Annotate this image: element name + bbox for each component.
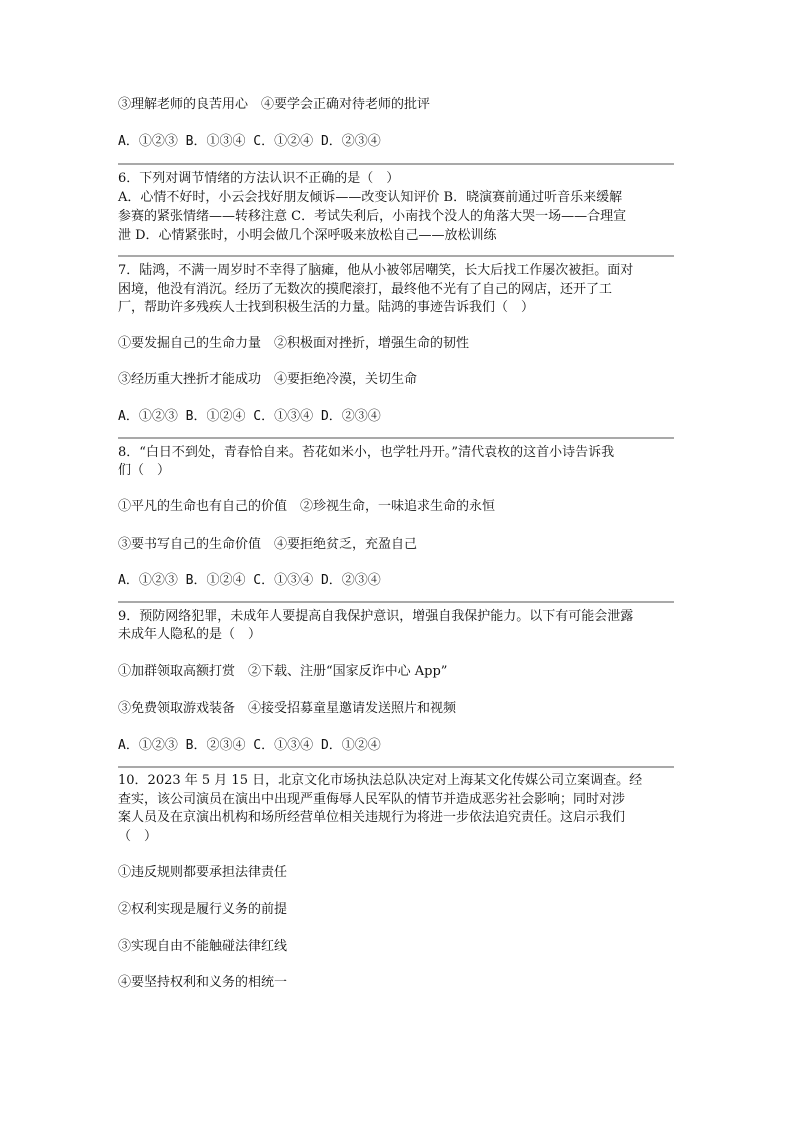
q9-stem-line1: 9．预防网络犯罪，未成年人要提高自我保护意识，增强自我保护能力。以下有可能会泄露 — [118, 609, 634, 624]
q10-stem-line4: （ ） — [118, 829, 158, 844]
question-divider — [118, 601, 674, 603]
q10-statement-2: ②权利实现是履行义务的前提 — [118, 902, 288, 917]
q9-stem-line2: 未成年人隐私的是（ ） — [118, 627, 262, 642]
q7-stem-line3: 厂，帮助许多残疾人士找到积极生活的力量。陆鸿的事迹告诉我们（ ） — [118, 300, 535, 315]
question-divider — [118, 255, 674, 257]
q6-options-line3: 泄 D．心情紧张时，小明会做几个深呼吸来放松自己——放松训练 — [118, 228, 497, 243]
q8-options: A．①②③ B．①②④ C．①③④ D．②③④ — [118, 573, 381, 588]
q7-statement-1-2: ①要发掘自己的生命力量 ②积极面对挫折，增强生命的韧性 — [118, 336, 470, 351]
q8-statement-1-2: ①平凡的生命也有自己的价值 ②珍视生命，一味追求生命的永恒 — [118, 499, 496, 514]
q10-stem-line3: 案人员及在京演出机构和场所经营单位相关违规行为将进一步依法追究责任。这启示我们 — [118, 810, 626, 825]
q7-stem-line1: 7．陆鸿，不满一周岁时不幸得了脑瘫，他从小被邻居嘲笑，长大后找工作屡次被拒。面对 — [118, 263, 634, 278]
q10-statement-3: ③实现自由不能触碰法律红线 — [118, 939, 288, 954]
q7-stem-line2: 困境，他没有消沉。经历了无数次的摸爬滚打，最终他不光有了自己的网店，还开了工 — [118, 282, 613, 297]
q9-options: A．①②③ B．②③④ C．①③④ D．①②④ — [118, 738, 381, 753]
q8-statement-3-4: ③要书写自己的生命价值 ④要拒绝贫乏，充盈自己 — [118, 537, 418, 552]
q6-options-line2: 参赛的紧张情绪——转移注意 C．考试失利后，小南找个没人的角落大哭一场——合理宣 — [118, 209, 627, 224]
q10-statement-1: ①违反规则都要承担法律责任 — [118, 865, 288, 880]
q6-options-line1: A．心情不好时，小云会找好朋友倾诉——改变认知评价 B．晓演赛前通过听音乐来缓解 — [118, 190, 623, 205]
q10-stem-line2: 查实，该公司演员在演出中出现严重侮辱人民军队的情节并造成恶劣社会影响；同时对涉 — [118, 792, 626, 807]
q9-statement-3-4: ③免费领取游戏装备 ④接受招募童星邀请发送照片和视频 — [118, 701, 457, 716]
q5-options: A．①②③ B．①③④ C．①②④ D．②③④ — [118, 134, 381, 149]
q9-statement-1-2: ①加群领取高额打赏 ②下载、注册“国家反诈中心 App” — [118, 664, 448, 679]
question-divider — [118, 437, 674, 439]
q8-stem-line1: 8．“白日不到处，青春恰自来。苔花如米小，也学牡丹开。”清代袁枚的这首小诗告诉我 — [118, 445, 615, 460]
q8-stem-line2: 们（ ） — [118, 463, 171, 478]
question-divider — [118, 766, 674, 768]
q7-options: A．①②③ B．①②④ C．①③④ D．②③④ — [118, 409, 381, 424]
q5-statement-3-4: ③理解老师的良苦用心 ④要学会正确对待老师的批评 — [118, 97, 431, 112]
question-divider — [118, 163, 674, 165]
q6-stem: 6．下列对调节情绪的方法认识不正确的是（ ） — [118, 171, 400, 186]
q7-statement-3-4: ③经历重大挫折才能成功 ④要拒绝冷漠，关切生命 — [118, 372, 418, 387]
q10-statement-4: ④要坚持权利和义务的相统一 — [118, 975, 288, 990]
q10-stem-line1: 10．2023 年 5 月 15 日，北京文化市场执法总队决定对上海某文化传媒公司立案调查。经 — [118, 773, 643, 788]
